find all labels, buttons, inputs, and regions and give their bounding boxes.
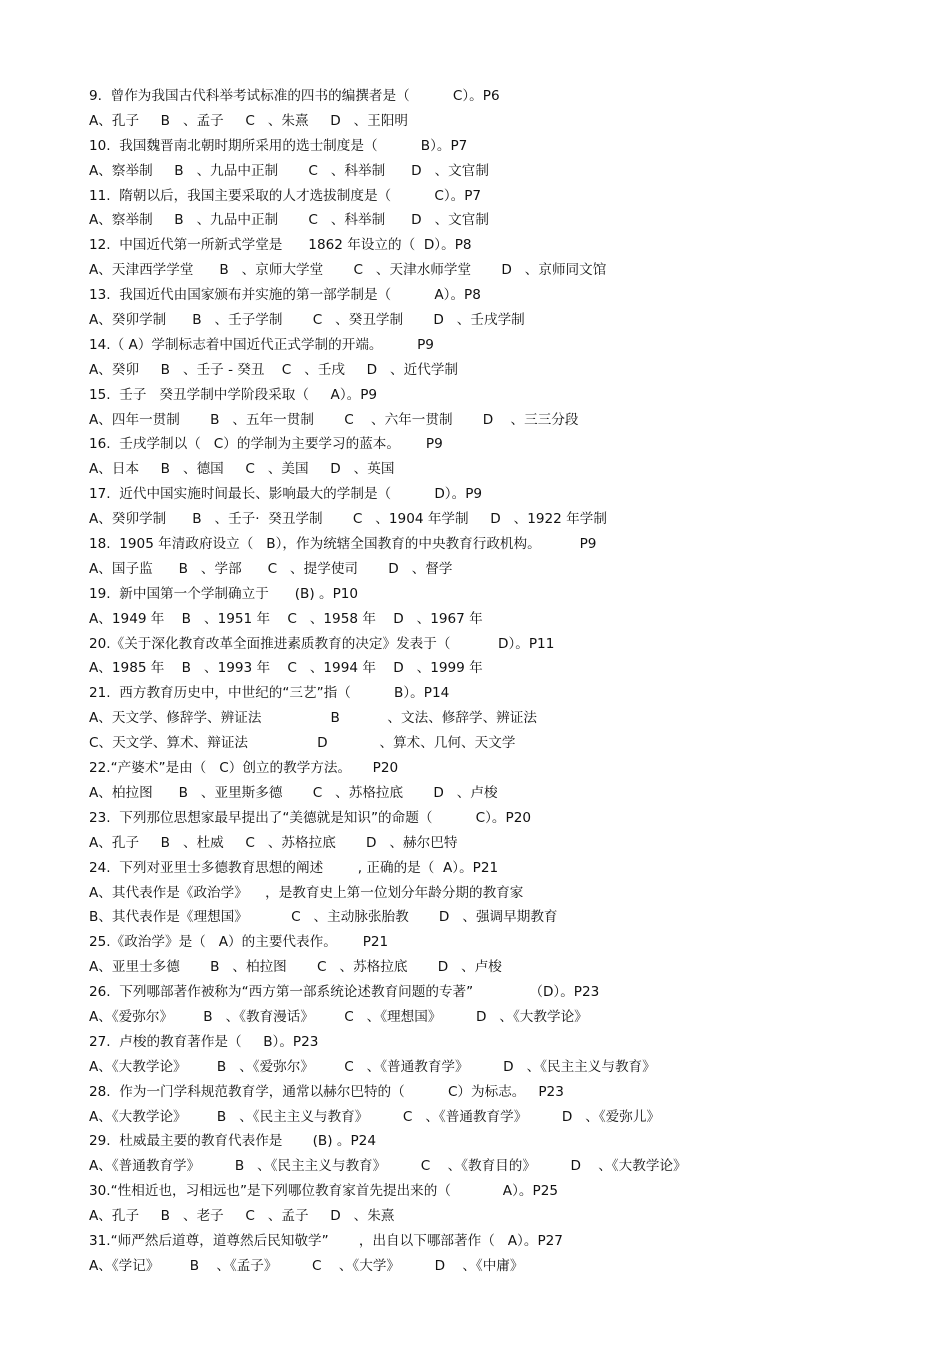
question-15: 15. 壬子 癸丑学制中学阶段采取（ A）。P9 bbox=[89, 386, 378, 403]
question-28: 28. 作为一门学科规范教育学，通常以赫尔巴特的（ C）为标志。 P23 bbox=[89, 1083, 564, 1100]
options-11: A、察举制 B 、九品中正制 C 、科举制 D 、文官制 bbox=[89, 212, 489, 229]
question-9: 9. 曾作为我国古代科举考试标准的四书的编撰者是（ C）。P6 bbox=[89, 88, 500, 104]
question-14: 14.（ A）学制标志着中国近代正式学制的开端。 P9 bbox=[89, 336, 434, 353]
options-16: A、日本 B 、德国 C 、美国 D 、英国 bbox=[89, 461, 395, 478]
question-21: 21. 西方教育历史中，中世纪的“三艺”指（ B）。P14 bbox=[89, 685, 450, 702]
question-24: 24. 下列对亚里士多德教育思想的阐述 , 正确的是（ A）。P21 bbox=[89, 859, 499, 876]
question-16: 16. 壬戌学制以（ C）的学制为主要学习的蓝本。 P9 bbox=[89, 436, 443, 453]
document-page bbox=[89, 84, 889, 1279]
question-29: 29. 杜威最主要的教育代表作是 (B) 。P24 bbox=[89, 1133, 376, 1150]
options-28: A、《大教学论》 B 、《民主主义与教育》 C 、《普通教育学》 D 、《爱弥儿》 bbox=[89, 1108, 661, 1125]
question-25: 25.《政治学》是（ A）的主要代表作。 P21 bbox=[89, 934, 389, 951]
options-9: A、孔子 B 、孟子 C 、朱熹 D 、王阳明 bbox=[89, 112, 409, 129]
options-18: A、国子监 B 、学部 C 、提学使司 D 、督学 bbox=[89, 560, 453, 577]
question-27: 27. 卢梭的教育著作是（ B）。P23 bbox=[89, 1033, 319, 1050]
question-11: 11. 隋朝以后，我国主要采取的人才选拔制度是（ C）。P7 bbox=[89, 187, 482, 204]
options-15: A、四年一贯制 B 、五年一贯制 C 、六年一贯制 D 、三三分段 bbox=[89, 411, 579, 428]
options-21-cd: C、天文学、算术、辩证法 D 、算术、几何、天文学 bbox=[89, 735, 516, 752]
options-23: A、孔子 B 、杜威 C 、苏格拉底 D 、赫尔巴特 bbox=[89, 834, 458, 851]
options-13: A、癸卯学制 B 、壬子学制 C 、癸丑学制 D 、壬戌学制 bbox=[89, 312, 525, 329]
options-24-a: A、其代表作是《政治学》 ，是教育史上第一位划分年龄分期的教育家 bbox=[89, 884, 524, 901]
question-18: 18. 1905 年清政府设立（ B），作为统辖全国教育的中央教育行政机构。 P9 bbox=[89, 536, 597, 553]
options-31: A、《学记》 B 、《孟子》 C 、《大学》 D 、《中庸》 bbox=[89, 1257, 524, 1274]
question-31: 31.“师严然后道尊，道尊然后民知敬学” ，出自以下哪部著作（ A）。P27 bbox=[89, 1232, 563, 1249]
question-22: 22.“产婆术”是由（ C）创立的教学方法。 P20 bbox=[89, 760, 399, 777]
options-21-ab: A、天文学、修辞学、辨证法 B 、文法、修辞学、辨证法 bbox=[89, 710, 537, 727]
options-17: A、癸卯学制 B 、壬子· 癸丑学制 C 、1904 年学制 D 、1922 年学制 bbox=[89, 511, 607, 528]
options-19: A、1949 年 B 、1951 年 C 、1958 年 D 、1967 年 bbox=[89, 610, 483, 627]
question-13: 13. 我国近代由国家颁布并实施的第一部学制是（ A）。P8 bbox=[89, 287, 481, 304]
options-25: A、亚里士多德 B 、柏拉图 C 、苏格拉底 D 、卢梭 bbox=[89, 959, 502, 976]
question-30: 30.“性相近也，习相远也”是下列哪位教育家首先提出来的（ A）。P25 bbox=[89, 1183, 558, 1200]
question-26: 26. 下列哪部著作被称为“西方第一部系统论述教育问题的专著” （D）。P23 bbox=[89, 984, 600, 1001]
options-12: A、天津西学学堂 B 、京师大学堂 C 、天津水师学堂 D 、京师同文馆 bbox=[89, 262, 607, 279]
options-10: A、察举制 B 、九品中正制 C 、科举制 D 、文官制 bbox=[89, 162, 489, 179]
question-10: 10. 我国魏晋南北朝时期所采用的选士制度是（ B）。P7 bbox=[89, 137, 468, 154]
options-24-bcd: B、其代表作是《理想国》 C 、主动脉张胎教 D 、强调早期教育 bbox=[89, 909, 558, 926]
options-27: A、《大教学论》 B 、《爱弥尔》 C 、《普通教育学》 D 、《民主主义与教育》 bbox=[89, 1058, 656, 1075]
options-22: A、柏拉图 B 、亚里斯多德 C 、苏格拉底 D 、卢梭 bbox=[89, 784, 498, 801]
options-26: A、《爱弥尔》 B 、《教育漫话》 C 、《理想国》 D 、《大教学论》 bbox=[89, 1008, 588, 1025]
question-23: 23. 下列那位思想家最早提出了“美德就是知识”的命题（ C）。P20 bbox=[89, 809, 531, 826]
question-17: 17. 近代中国实施时间最长、影响最大的学制是（ D）。P9 bbox=[89, 486, 483, 503]
question-20: 20.《关于深化教育改革全面推进素质教育的决定》发表于（ D）。P11 bbox=[89, 635, 555, 652]
options-14: A、癸卯 B 、壬子 - 癸丑 C 、壬戌 D 、近代学制 bbox=[89, 361, 459, 378]
options-20: A、1985 年 B 、1993 年 C 、1994 年 D 、1999 年 bbox=[89, 660, 483, 677]
question-19: 19. 新中国第一个学制确立于 (B) 。P10 bbox=[89, 585, 359, 602]
options-30: A、孔子 B 、老子 C 、孟子 D 、朱熹 bbox=[89, 1208, 395, 1225]
question-12: 12. 中国近代第一所新式学堂是 1862 年设立的（ D）。P8 bbox=[89, 237, 472, 254]
options-29: A、《普通教育学》 B 、《民主主义与教育》 C 、《教育目的》 D 、《大教学论》 bbox=[89, 1158, 687, 1175]
